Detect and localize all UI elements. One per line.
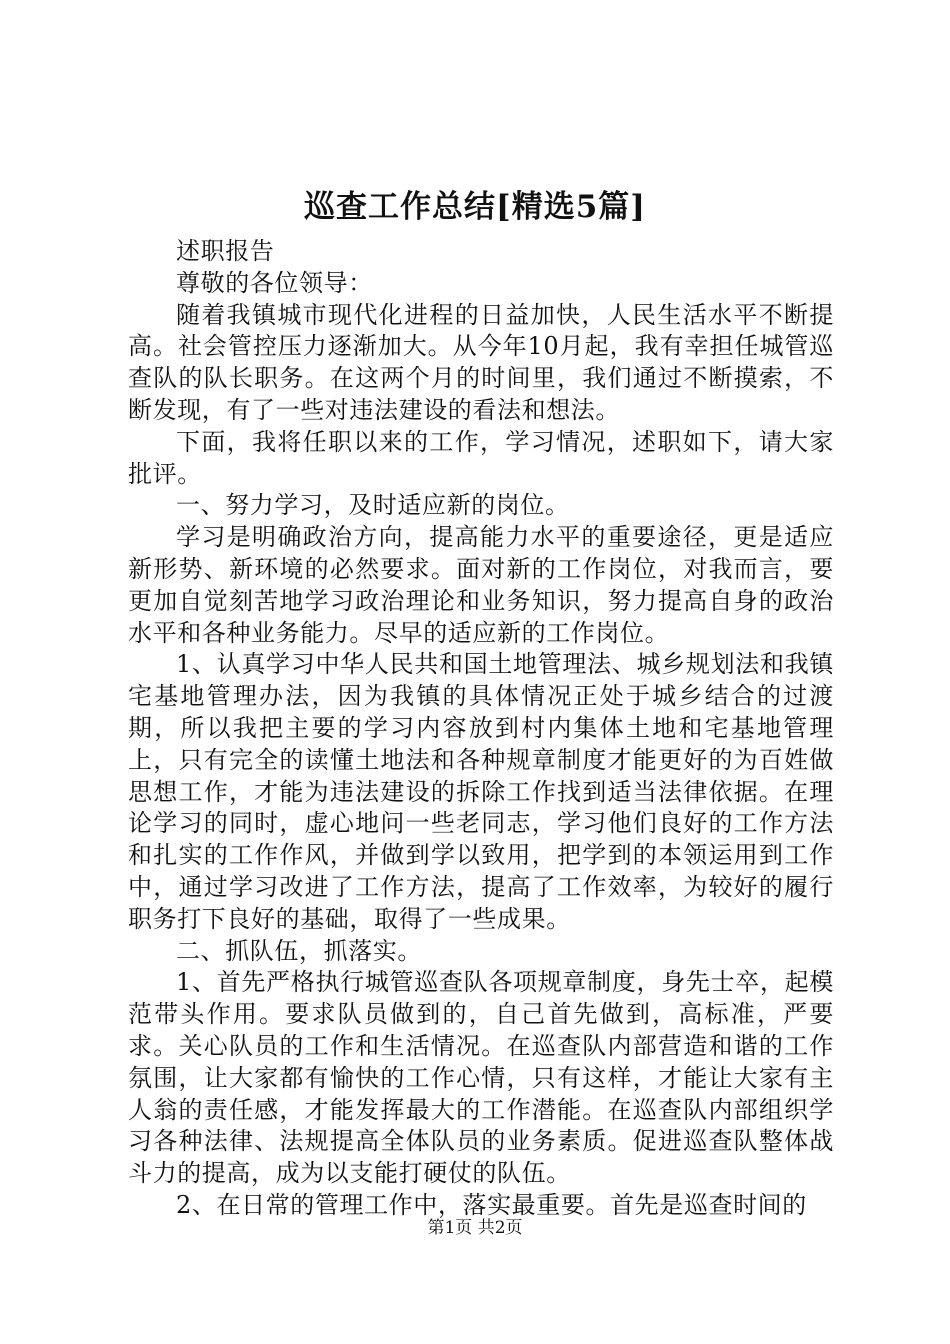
paragraph-salutation: 尊敬的各位领导：: [176, 268, 373, 297]
paragraph-intro: 随着我镇城市现代化进程的日益加快，人民生活水平不断提高。社会管控压力逐渐加大。从今年10月起，我有幸担任城管巡查队的队长职务。在这两个月的时间里，我们通过不断摸索，不断发现，有了一些对违法建设的看法和想法。: [128, 300, 834, 424]
paragraph-report-label: 述职报告: [176, 237, 275, 265]
section-heading-1: 一、努力学习，及时适应新的岗位。: [176, 491, 570, 520]
paragraph-overview: 下面，我将任职以来的工作，学习情况，述职如下，请大家批评。: [128, 427, 834, 488]
paragraph-team-item-2: 2、在日常的管理工作中，落实最重要。首先是巡查时间的: [176, 1190, 807, 1219]
document-body: [128, 236, 834, 1222]
section-heading-2: 二、抓队伍，抓落实。: [176, 936, 422, 965]
document-title: 巡查工作总结[精选5篇]: [304, 189, 646, 225]
paragraph-study: 学习是明确政治方向，提高能力水平的重要途径，更是适应新形势、新环境的必然要求。面对新的工作岗位，对我而言，要更加自觉刻苦地学习政治理论和业务知识，努力提高自身的政治水平和各种业务能力。尽早的适应新的工作岗位。: [128, 523, 834, 647]
paragraph-study-item-1: 1、认真学习中华人民共和国土地管理法、城乡规划法和我镇宅基地管理办法，因为我镇的具体情况正处于城乡结合的过渡期，所以我把主要的学习内容放到村内集体土地和宅基地管理上，只有完全的读懂土地法和各种规章制度才能更好的为百姓做思想工作，才能为违法建设的拆除工作找到适当法律依据。在理论学习的同时，虚心地问一些老同志，学习他们良好的工作方法和扎实的工作作风，并做到学以致用，把学到的本领运用到工作中，通过学习改进了工作方法，提高了工作效率，为较好的履行职务打下良好的基础，取得了一些成果。: [128, 650, 834, 933]
paragraph-team-item-1: 1、首先严格执行城管巡查队各项规章制度，身先士卒，起模范带头作用。要求队员做到的，自己首先做到，高标准，严要求。关心队员的工作和生活情况。在巡查队内部营造和谐的工作氛围，让大家都有愉快的工作心情，只有这样，才能让大家有主人翁的责任感，才能发挥最大的工作潜能。在巡查队内部组织学习各种法律、法规提高全体队员的业务素质。促进巡查队整体战斗力的提高，成为以支能打硬仗的队伍。: [128, 968, 834, 1188]
page-footer: 第1页 共2页: [427, 1218, 523, 1238]
